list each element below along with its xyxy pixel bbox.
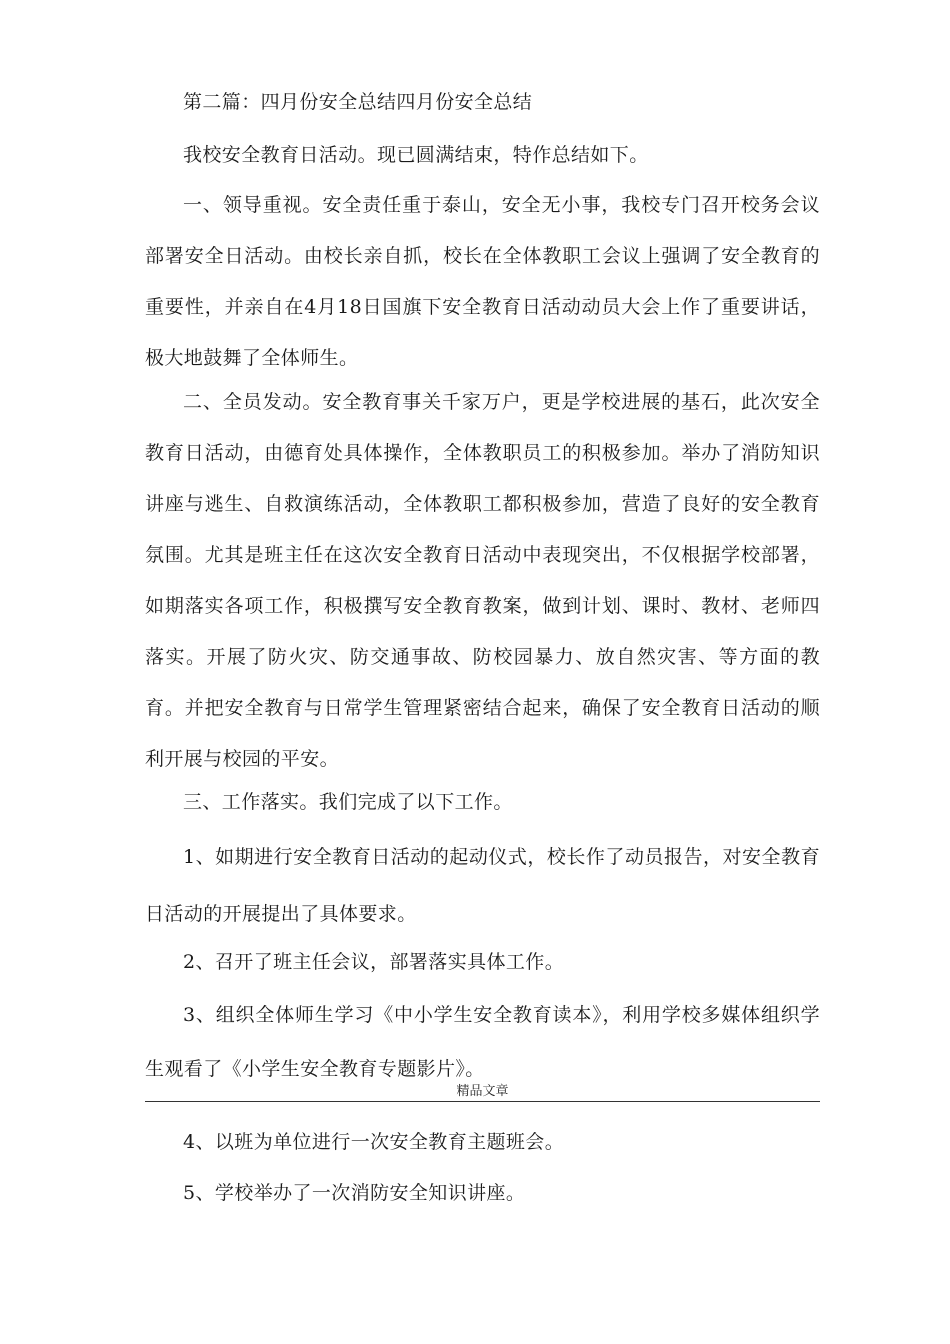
list-item-2: 2、召开了班主任会议，部署落实具体工作。: [183, 951, 565, 973]
document-title: 第二篇：四月份安全总结四月份安全总结: [183, 91, 533, 113]
footer-label: 精品文章: [456, 1084, 509, 1099]
list-item-5: 5、学校举办了一次消防安全知识讲座。: [183, 1182, 526, 1204]
footer-divider: [145, 1101, 820, 1102]
paragraph-leadership: 一、领导重视。安全责任重于泰山，安全无小事，我校专门召开校务会议部署安全日活动。由校长亲自抓，校长在全体教职工会议上强调了安全教育的重要性，并亲自在4月18日国旗下安全教育日活动动员大会上作了重要讲话，极大地鼓舞了全体师生。: [145, 194, 820, 369]
list-item-1: 1、如期进行安全教育日活动的起动仪式，校长作了动员报告，对安全教育日活动的开展提出了具体要求。: [145, 846, 820, 925]
paragraph-implementation: 三、工作落实。我们完成了以下工作。: [183, 791, 513, 813]
paragraph-intro: 我校安全教育日活动。现已圆满结束，特作总结如下。: [183, 144, 649, 166]
list-item-4: 4、以班为单位进行一次安全教育主题班会。: [183, 1131, 565, 1153]
paragraph-mobilization: 二、全员发动。安全教育事关千家万户，更是学校进展的基石，此次安全教育日活动，由德育处具体操作，全体教职员工的积极参加。举办了消防知识讲座与逃生、自救演练活动，全体教职工都积极参加，营造了良好的安全教育氛围。尤其是班主任在这次安全教育日活动中表现突出，不仅根据学校部署，如期落实各项工作，积极撰写安全教育教案，做到计划、课时、教材、老师四落实。开展了防火灾、防交通事故、防校园暴力、放自然灾害、等方面的教育。并把安全教育与日常学生管理紧密结合起来，确保了安全教育日活动的顺利开展与校园的平安。: [145, 391, 820, 770]
list-item-3: 3、组织全体师生学习《中小学生安全教育读本》，利用学校多媒体组织学生观看了《小学生安全教育专题影片》。: [145, 1004, 820, 1080]
